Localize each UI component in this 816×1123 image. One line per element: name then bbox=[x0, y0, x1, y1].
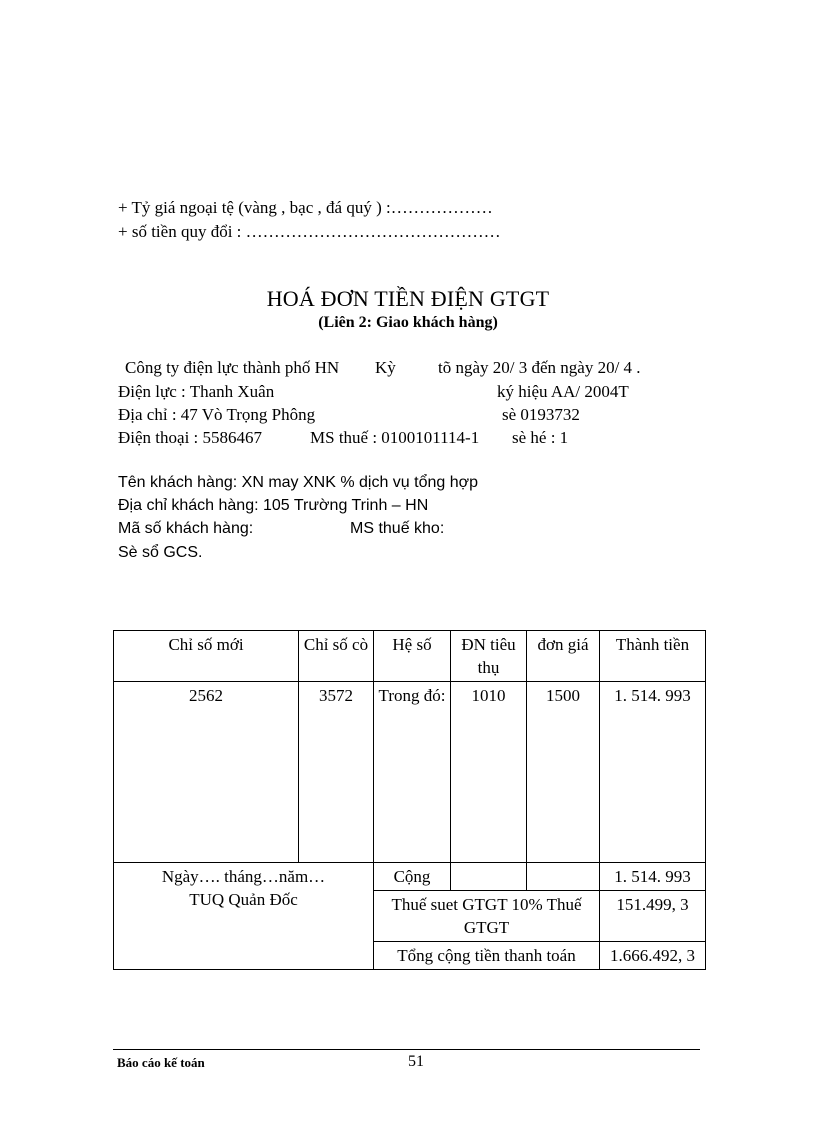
total-empty-1 bbox=[451, 863, 527, 891]
vat-label: Thuế suet GTGT 10% Thuế GTGT bbox=[374, 891, 600, 942]
cell-new-index: 2562 bbox=[114, 682, 299, 863]
invoice-symbol: ký hiệu AA/ 2004T bbox=[497, 382, 629, 401]
total-value: 1. 514. 993 bbox=[600, 863, 706, 891]
customer-code-label: Mã số khách hàng: bbox=[118, 520, 254, 537]
company-name: Công ty điện lực thành phố HN bbox=[125, 358, 340, 377]
gcs-book: Sè sổ GCS. bbox=[118, 544, 203, 561]
total-label: Cộng bbox=[374, 863, 451, 891]
branch-address: Địa chỉ : 47 Vò Trọng Phông bbox=[118, 405, 316, 424]
grand-total-value: 1.666.492, 3 bbox=[600, 942, 706, 970]
signature-block bbox=[114, 863, 374, 970]
header-amount: Thành tiền bbox=[600, 631, 706, 682]
table-row bbox=[114, 682, 706, 863]
branch-phone: Điện thoại : 5586467 bbox=[118, 428, 263, 447]
signer-title: TUQ Quản Đốc bbox=[189, 890, 298, 909]
customer-tax-label: MS thuế kho: bbox=[350, 520, 445, 537]
converted-amount-line: + số tiền quy đổi : ……………………………………… bbox=[118, 222, 501, 241]
invoice-subtitle: (Liên 2: Giao khách hàng) bbox=[318, 314, 498, 331]
footer-divider bbox=[113, 1049, 700, 1050]
total-empty-2 bbox=[527, 863, 600, 891]
page-number: 51 bbox=[408, 1053, 424, 1070]
cell-old-index: 3572 bbox=[299, 682, 374, 863]
header-coefficient: Hệ số bbox=[374, 631, 451, 682]
vat-value: 151.499, 3 bbox=[600, 891, 706, 942]
invoice-title: HOÁ ĐƠN TIỀN ĐIỆN GTGT bbox=[266, 286, 550, 311]
so-he: sè hé : 1 bbox=[512, 428, 569, 447]
header-unit-price: đơn giá bbox=[527, 631, 600, 682]
cell-amount: 1. 514. 993 bbox=[600, 682, 706, 863]
grand-total-label: Tổng cộng tiền thanh toán bbox=[374, 942, 600, 970]
invoice-serial: sè 0193732 bbox=[502, 405, 580, 424]
date-line: Ngày…. tháng…năm… bbox=[161, 867, 326, 886]
cell-consumption: 1010 bbox=[451, 682, 527, 863]
company-tax-code: MS thuế : 0100101114-1 bbox=[310, 428, 480, 447]
cell-coefficient: Trong đó: bbox=[374, 682, 451, 863]
customer-address: Địa chỉ khách hàng: 105 Trường Trinh – HN bbox=[118, 497, 429, 514]
total-row bbox=[114, 863, 706, 891]
invoice-table bbox=[113, 630, 706, 970]
exchange-rate-line: + Tỷ giá ngoại tệ (vàng , bạc , đá quý ) :……………… bbox=[118, 198, 493, 217]
billing-period: tõ ngày 20/ 3 đến ngày 20/ 4 . bbox=[438, 358, 641, 377]
header-new-index: Chỉ số mới bbox=[114, 631, 299, 682]
header-old-index: Chỉ số cò bbox=[299, 631, 374, 682]
cell-unit-price: 1500 bbox=[527, 682, 600, 863]
period-label: Kỳ bbox=[375, 358, 396, 377]
branch-name: Điện lực : Thanh Xuân bbox=[118, 382, 275, 401]
footer-report-title: Báo cáo kế toán bbox=[117, 1055, 205, 1070]
table-header-row bbox=[114, 631, 706, 682]
customer-name: Tên khách hàng: XN may XNK % dịch vụ tổng hợp bbox=[118, 474, 479, 491]
header-consumption: ĐN tiêu thụ bbox=[451, 631, 527, 682]
